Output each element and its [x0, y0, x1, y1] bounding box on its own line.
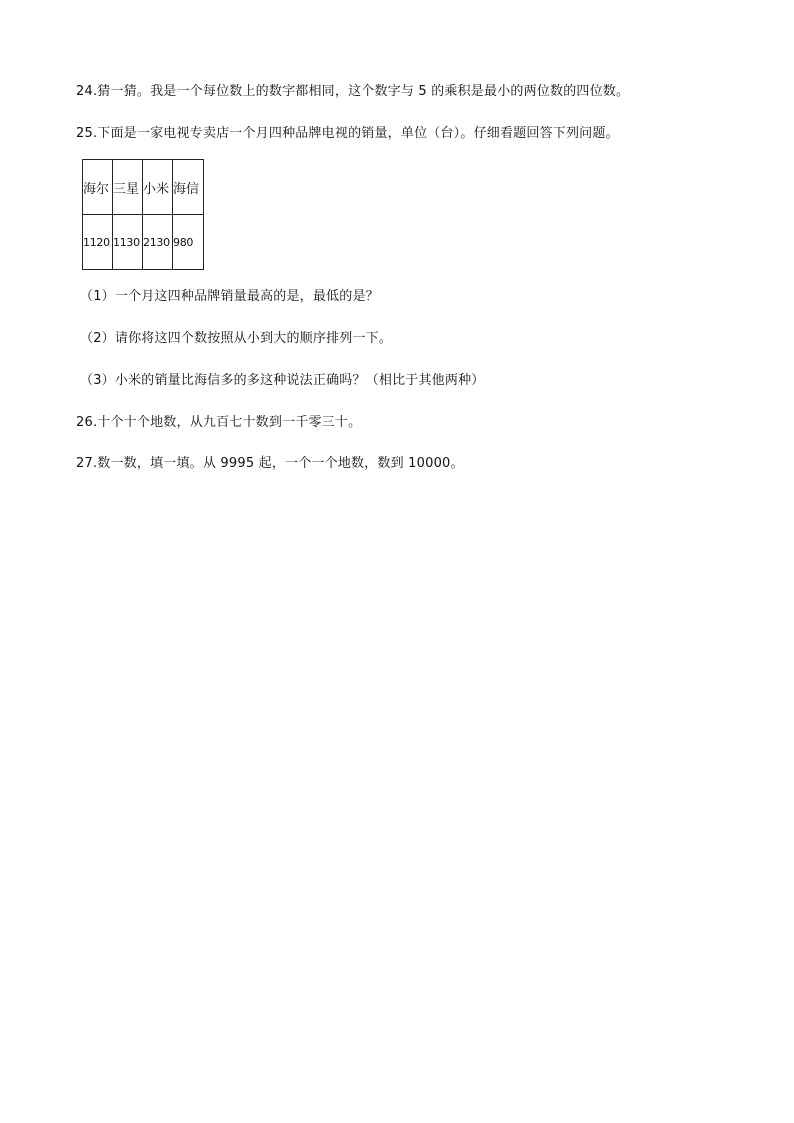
header-cell-samsung: 三星: [113, 160, 143, 215]
question-25-sub-3: （3）小米的销量比海信多的多这种说法正确吗？（相比于其他两种）: [80, 373, 485, 388]
tv-sales-table: [82, 159, 204, 270]
table-header-row: [83, 160, 204, 215]
question-27: 27.数一数，填一填。从 9995 起，一个一个地数，数到 10000。: [76, 456, 464, 471]
question-25: 25.下面是一家电视专卖店一个月四种品牌电视的销量，单位（台）。仔细看题回答下列问题。: [76, 126, 619, 141]
value-cell-xiaomi: 2130: [143, 215, 173, 270]
question-26: 26.十个十个地数，从九百七十数到一千零三十。: [76, 415, 362, 430]
header-cell-hisense: 海信: [173, 160, 204, 215]
question-25-sub-2: （2）请你将这四个数按照从小到大的顺序排列一下。: [80, 331, 393, 346]
header-cell-haier: 海尔: [83, 160, 113, 215]
value-cell-hisense: 980: [173, 215, 204, 270]
header-cell-xiaomi: 小米: [143, 160, 173, 215]
table-value-row: [83, 215, 204, 270]
value-cell-haier: 1120: [83, 215, 113, 270]
question-24: 24.猜一猜。我是一个每位数上的数字都相同，这个数字与 5 的乘积是最小的两位数的四位数。: [76, 84, 630, 99]
question-25-sub-1: （1）一个月这四种品牌销量最高的是，最低的是？: [80, 289, 379, 304]
value-cell-samsung: 1130: [113, 215, 143, 270]
